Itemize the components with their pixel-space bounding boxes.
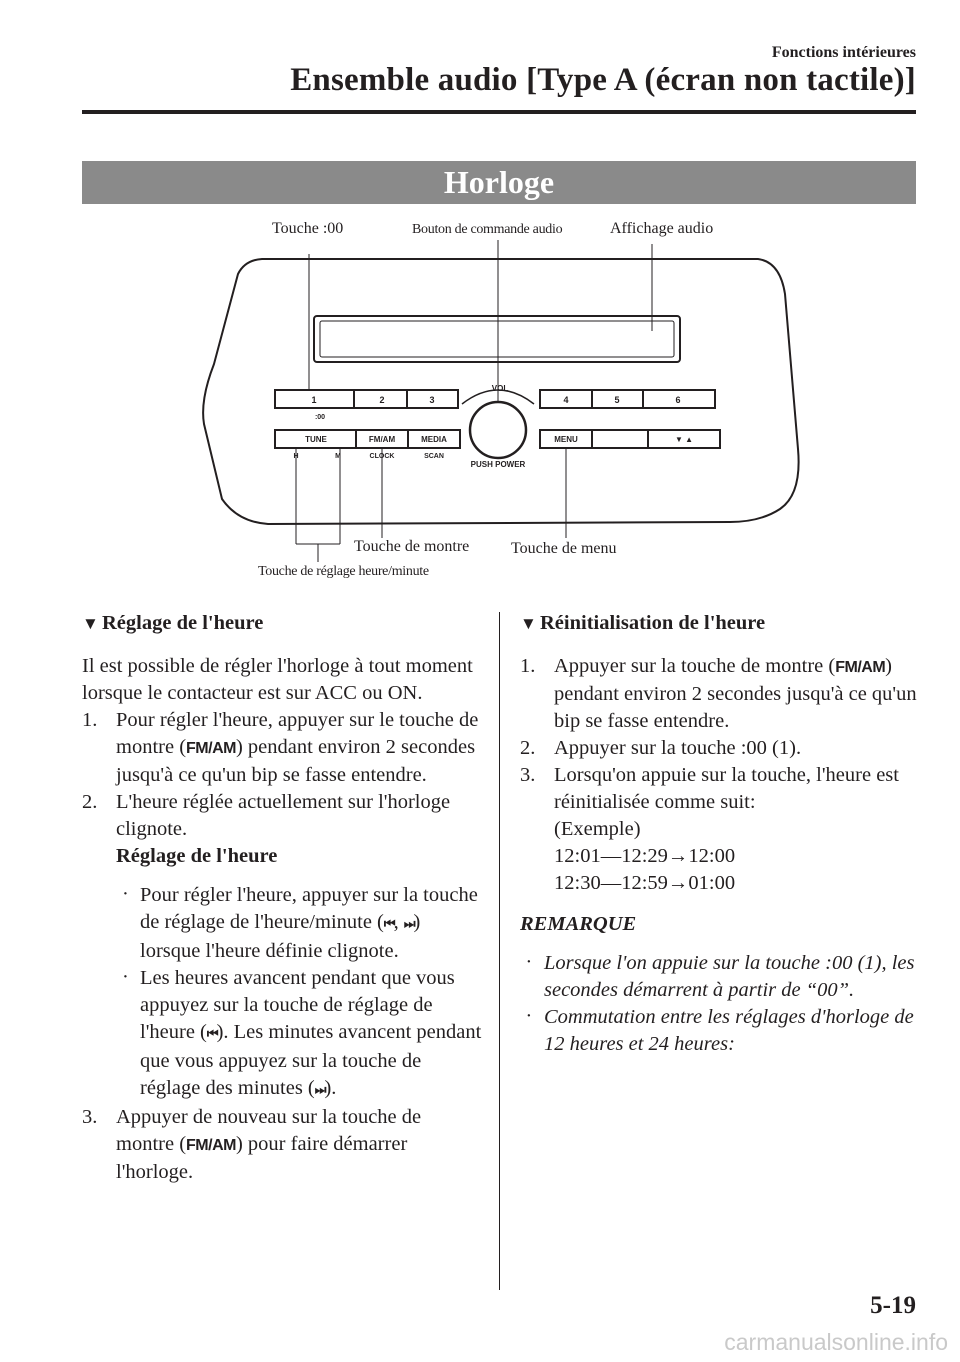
step-3: 3. Appuyer de nouveau sur la touche de montre (FM/AM) pour faire démarrer l'horloge. [82,1106,422,1183]
arrow-keys-label: ▼ ▲ [674,435,694,444]
tune-label: TUNE [305,435,327,444]
reset-step-2: 2. Appuyer sur la touche :00 (1). [520,737,802,759]
callout-audio-display: Affichage audio [610,220,714,237]
right-column [520,610,920,1058]
page-number: 5-19 [870,1292,916,1319]
media-label: MEDIA [421,435,447,444]
tune-h-label: H [293,453,299,460]
step-1: 1. Pour régler l'heure, appuyer sur le touche de montre (FM/AM) pendant environ 2 secondes jusqu'à ce qu'un bip se fasse entendre. [82,709,479,786]
fmam-key-icon: FM/AM [186,1137,236,1154]
preset-5-label: 5 [614,395,620,405]
reset-step-1: 1. Appuyer sur la touche de montre (FM/AM) pendant environ 2 secondes jusqu'à ce qu'un bip se fasse entendre. [520,655,917,732]
preset-3-label: 3 [429,395,435,405]
bullet-hours-minutes-advance: · Les heures avancent pendant que vous appuyez sur la touche de réglage de l'heure (⏮). Les minutes avancent pendant que vous appuyez sur la touche de réglage des minutes (⏭). [122,966,482,1099]
preset-4-label: 4 [563,395,569,405]
step-2: 2. L'heure réglée actuellement sur l'horloge clignote. Réglage de l'heure · Pour régler l'heure, appuyer sur la touche de réglage de l'heure/minute (⏮, ⏭) lorsque l'heure définie clignote. · Les heures avancent pendant que vous appuyez sur la touche de réglage de l'heure (⏮). Les minutes avancent pendant que vous appuyez sur la touche de réglage des minutes (⏭). [82,789,482,1104]
audio-unit-figure [0,204,960,594]
preset-1-label: 1 [311,395,317,405]
page-title: Ensemble audio [Type A (écran non tactile)] [290,62,916,98]
clock-label: CLOCK [369,453,395,460]
column-divider [499,612,500,1290]
menu-label: MENU [554,435,578,444]
remark-bullet-1: · Lorsque l'on appuie sur la touche :00 (1), les secondes démarrent à partir de “00”. [526,951,915,1001]
callout-hour-minute-key: Touche de réglage heure/minute [258,564,429,579]
fmam-label: FM/AM [368,435,396,444]
header-divider [82,110,916,114]
bullet-set-hour-minute: · Pour régler l'heure, appuyer sur la touche de réglage de l'heure/minute (⏮, ⏭) lorsque l'heure définie clignote. [122,883,478,962]
left-column [82,610,482,1186]
preset-6-label: 6 [675,395,681,405]
callout-menu-key: Touche de menu [511,540,617,557]
reset-step-3: 3. Lorsqu'on appuie sur la touche, l'heure est réinitialisée comme suit: (Exemple) 12:01―12:29→12:00 12:30―12:59→01:00 [520,762,920,897]
seek-back-icon: ⏮ [383,917,394,932]
heading-set-time: ▼ Réglage de l'heure [82,610,482,637]
remark-title: REMARQUE [520,913,637,935]
header-section-label: Fonctions intérieures [771,44,916,61]
heading-reset-time: ▼ Réinitialisation de l'heure [520,610,920,637]
intro-paragraph: Il est possible de régler l'horloge à tout moment lorsque le contacteur est sur ACC ou ON. [82,655,473,704]
callout-key-00: Touche :00 [272,220,344,237]
push-power-label: PUSH POWER [470,460,526,469]
sub-heading-set-time: Réglage de l'heure [116,845,278,867]
example-label: (Exemple) [554,818,641,840]
vol-label: VOL [491,384,509,393]
triangle-marker-icon: ▼ [82,614,99,633]
seek-forward-icon: ⏭ [314,1083,325,1098]
remark-bullet-2: · Commutation entre les réglages d'horloge de 12 heures et 24 heures: [526,1005,914,1055]
triangle-marker-icon: ▼ [520,614,537,633]
fmam-key-icon: FM/AM [186,740,236,757]
example-line-1: 12:01―12:29→12:00 [554,845,736,867]
tune-m-label: M [335,453,341,460]
callout-clock-key: Touche de montre [354,538,470,555]
preset-1-sublabel: :00 [314,414,326,421]
section-title-bar: Horloge [82,161,916,204]
seek-forward-icon: ⏭ [403,917,414,932]
audio-panel-illustration [0,204,960,594]
volume-knob [470,402,526,458]
watermark-text: carmanualsonline.info [724,1329,948,1355]
display-window [314,316,680,362]
callout-audio-knob: Bouton de commande audio [412,222,563,237]
example-line-2: 12:30―12:59→01:00 [554,872,736,894]
fmam-key-icon: FM/AM [835,659,886,676]
preset-2-label: 2 [379,395,385,405]
seek-back-icon: ⏮ [206,1027,217,1042]
scan-label: SCAN [424,453,444,460]
